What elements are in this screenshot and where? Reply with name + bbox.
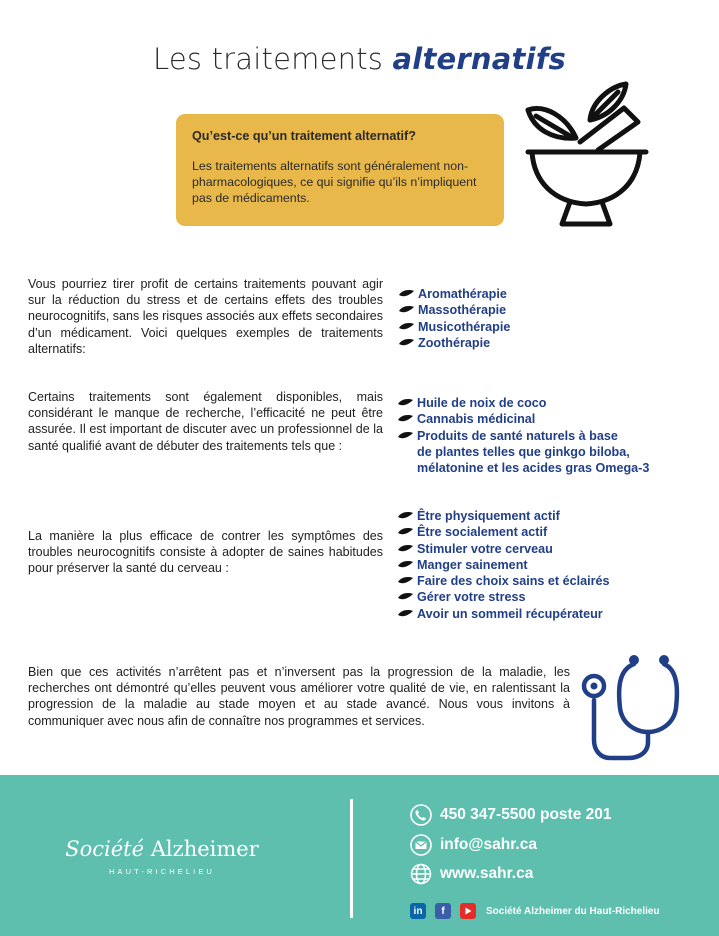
leaf-bullet-icon <box>398 289 415 299</box>
page-title <box>0 42 719 76</box>
list-item <box>397 395 649 411</box>
section-1-list <box>398 286 510 351</box>
leaf-bullet-icon <box>397 560 414 570</box>
leaf-bullet-icon <box>397 544 414 554</box>
brand-part1: Société <box>65 837 145 861</box>
list-item-label: Massothérapie <box>418 303 507 318</box>
brand-subtitle: HAUT-RICHELIEU <box>109 867 215 876</box>
section-1-text: Vous pourriez tirer profit de certains traitements pouvant agir sur la réduction du stress et de certains effets des troubles neurocognitifs, sans les risques associés aux effets secondaires d’un médicament. Voici quelques exemples de traitements alternatifs: <box>28 277 383 356</box>
list-item-label: Cannabis médicinal <box>417 412 536 427</box>
list-item <box>397 524 610 540</box>
list-item <box>398 302 510 318</box>
leaf-bullet-icon <box>397 398 414 408</box>
leaf-bullet-icon <box>397 592 414 602</box>
contact-email[interactable] <box>410 834 537 856</box>
facebook-icon[interactable]: f <box>435 903 451 919</box>
list-item <box>398 335 510 351</box>
contact-website[interactable] <box>410 863 533 885</box>
list-item-label: Manger sainement <box>417 557 528 572</box>
leaf-bullet-icon <box>397 576 414 586</box>
callout-body: Les traitements alternatifs sont généralement non-pharmacologiques, ce qui signifie qu’ils n’impliquent pas de médicaments. <box>192 159 477 205</box>
leaf-bullet-icon <box>397 431 414 441</box>
phone-number: 450 347-5500 poste 201 <box>440 806 612 823</box>
herb-bowl-icon <box>520 78 652 230</box>
leaf-bullet-icon <box>397 527 414 537</box>
social-label: Société Alzheimer du Haut-Richelieu <box>486 905 660 917</box>
list-item <box>397 411 649 427</box>
section-3-list <box>397 508 610 622</box>
list-item <box>397 573 610 589</box>
list-item-continuation: mélatonine et les acides gras Omega-3 <box>417 461 650 476</box>
leaf-bullet-icon <box>397 511 414 521</box>
email-address: info@sahr.ca <box>440 836 537 853</box>
list-item <box>398 286 510 302</box>
list-item-label: Aromathérapie <box>418 287 507 301</box>
list-item-label: Zoothérapie <box>418 335 491 350</box>
leaf-bullet-icon <box>398 322 415 332</box>
title-main: Les traitements <box>153 42 384 76</box>
contact-phone[interactable] <box>410 804 611 826</box>
social-row <box>410 903 660 919</box>
brand-name <box>58 837 266 861</box>
section-3-text: La manière la plus efficace de contrer les symptômes des troubles neurocognitifs consiste à adopter de saines habitudes pour préserver la santé du cerveau : <box>28 529 383 576</box>
footer <box>0 775 719 936</box>
definition-callout <box>176 114 504 226</box>
list-item <box>397 508 610 524</box>
stethoscope-icon <box>578 650 688 762</box>
list-item <box>398 319 510 335</box>
phone-icon <box>410 804 432 826</box>
list-item-label: Être socialement actif <box>417 525 548 540</box>
footer-divider <box>350 799 353 918</box>
leaf-bullet-icon <box>398 338 415 348</box>
title-accent: alternatifs <box>392 42 566 76</box>
list-item-label: Musicothérapie <box>418 319 511 334</box>
leaf-bullet-icon <box>398 305 415 315</box>
list-item-continuation: de plantes telles que ginkgo biloba, <box>417 444 630 459</box>
list-item-label: Stimuler votre cerveau <box>417 541 553 556</box>
leaf-bullet-icon <box>397 609 414 619</box>
linkedin-icon[interactable]: in <box>410 903 426 919</box>
list-item-label: Produits de santé naturels à base <box>417 428 618 443</box>
callout-heading: Qu’est-ce qu’un traitement alternatif? <box>192 129 416 143</box>
list-item-label: Gérer votre stress <box>417 590 526 605</box>
globe-icon <box>410 863 432 885</box>
list-item-label: Avoir un sommeil récupérateur <box>417 606 603 621</box>
play-icon <box>463 906 473 916</box>
section-2-text: Certains traitements sont également disponibles, mais considérant le manque de recherche, l’efficacité ne peut être assurée. Il est important de discuter avec un professionnel de la santé qualifié avant de débuter des traitements tels que : <box>28 390 383 453</box>
leaf-bullet-icon <box>397 414 414 424</box>
list-item-label: Huile de noix de coco <box>417 396 547 410</box>
brand-logo <box>58 837 266 876</box>
list-item <box>397 557 610 573</box>
list-item-label: Faire des choix sains et éclairés <box>417 574 610 589</box>
envelope-icon <box>410 834 432 856</box>
youtube-icon[interactable] <box>460 903 476 919</box>
brand-part2: Alzheimer <box>150 837 259 861</box>
list-item <box>397 541 610 557</box>
list-item <box>397 428 649 477</box>
list-item-label: Être physiquement actif <box>417 509 560 523</box>
closing-text: Bien que ces activités n’arrêtent pas et n’inversent pas la progression de la maladie, les recherches ont démontré qu’elles peuvent vous améliorer votre qualité de vie, en ralentissant la progression de la maladie au stade moyen et au stade avancé. Nous vous invitons à communiquer avec nous afin de connaître nos programmes et services. <box>28 665 570 728</box>
list-item <box>397 589 610 605</box>
list-item <box>397 606 610 622</box>
section-2-list <box>397 395 649 476</box>
website-url: www.sahr.ca <box>440 865 534 882</box>
